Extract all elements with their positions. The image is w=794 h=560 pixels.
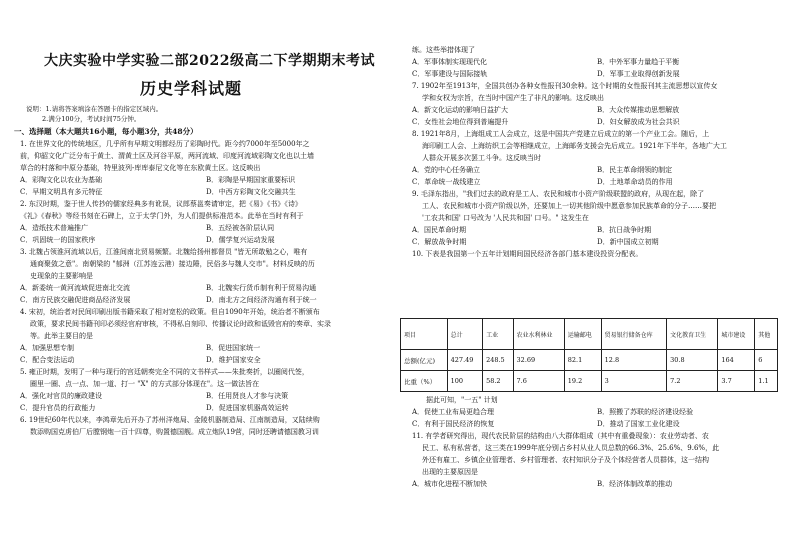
question-11 [412,430,782,490]
question-line: 练。这些举措体现了 [412,46,475,54]
question-7 [412,80,782,128]
table-header-row [401,319,778,350]
question-line: 出现的主要原因是 [422,468,478,476]
option-a: A．加强思想专制 [20,344,75,352]
table-cell: 12.8 [601,350,667,371]
notes-line2: 2.满分100分，考试时间75分钟。 [42,115,141,123]
table-cell: 6 [755,350,778,371]
question-line: 7. 1902年至1913年，全国共创办各种女性报刊30余种。这个时期的女性报刊其主流思想以宣传女 [412,82,718,90]
question-line: 5. 雍正时期，发明了一种与现行的宫廷朝奏完全不同的文书样式——朱批奏折，以圈阅代签， [20,368,309,376]
question-5 [20,366,392,414]
option-d: D．新中国成立初期 [597,238,659,246]
table-conclusion: 据此可知，"一五" 计划 [426,396,498,404]
option-d: D．土地革命动员的作用 [597,178,673,186]
option-b: B．北魏实行货币制有利于贸易沟通 [206,284,317,292]
option-a: A．造纸技术普遍推广 [20,224,89,232]
table-cell: 1.1 [755,371,778,392]
option-c: C．巩固统一的国家秩序 [20,236,96,244]
subject-title: 历史学科试题 [140,79,243,98]
option-a: A．促使工业布局更趋合理 [412,408,495,416]
question-line: 11. 有学者研究得出，现代农民阶层的结构由八大群体组成（其中有重叠现象）：农业劳动者、农 [412,432,709,440]
question-line: 1. 在世界文化的传统地区，几乎所有早期文明都经历了彩陶时代。距今约7000年至5000年之 [20,140,310,148]
right-column [412,44,782,260]
question-line: 圈里一圈、点一点、加一道、打一 "X" 的方式部分体现在"。这一做法旨在 [30,380,260,388]
question-line: 2. 东汉时期，鉴于世人传抄的儒家经典多有讹误，议郎蔡邕奏请审定，把《易》《书》《诗》 [20,200,302,208]
section-heading: 一、选择题（本大题共16小题，每小题3分，共48分） [14,127,198,136]
instructions [26,104,386,124]
table-cell: 7.2 [667,371,718,392]
notes-label: 说明： [26,105,46,113]
school-title: 大庆实验中学实验二部2022级高二下学期期末考试 [44,53,375,69]
option-b: B．五经被各阶层认同 [206,224,275,232]
table-cell: 3.7 [718,371,755,392]
question-1 [20,138,392,198]
question-10-answers [412,394,782,490]
question-line: 4. 宋初，统治者对民间印刷出版书籍采取了相对宽松的政策。但自1090年开始，统治者不断颁布 [20,308,320,316]
question-4 [20,306,392,366]
option-c: C．女性社会地位得到普遍提升 [412,118,509,126]
table-cell: 3 [601,371,667,392]
question-line: 6. 19世纪60年代以来，李鸿章先后开办了苏州洋炮局、金陵机器制造局、江南制造局，又陆续购 [20,416,320,424]
option-a: A．城市化进程不断加快 [412,480,488,488]
option-a: A．国民革命时期 [412,226,467,234]
table-row [401,350,778,371]
option-d: D．维护国家安全 [206,356,261,364]
table-cell: 58.2 [483,371,513,392]
notes-line1: 1.请将答案填涂在答题卡的指定区域内。 [45,105,163,113]
table-cell: 总额(亿元) [401,350,448,371]
question-line: 学和女权为宗旨，在当时中国产生了非凡的影响。这反映出 [422,94,604,102]
option-d: D．推动了国家工业化建设 [597,420,680,428]
question-9 [412,188,782,248]
option-b: B．照搬了苏联的经济建设经验 [597,408,694,416]
question-line: 前，仰韶文化广泛分布于黄土、渭黄土区及河谷平原，两河流域、印度河流域彩陶文化也以土墙 [20,152,314,160]
question-2 [20,198,392,246]
option-a: A．军事体制实现现代化 [412,58,488,66]
option-d: D．南北方之间经济沟通有利于统一 [206,296,317,304]
option-b: B．大众传媒推动思想解放 [597,106,680,114]
option-b: B．经济体制改革的推动 [597,480,673,488]
option-b: B．任用贤良人才参与决策 [206,392,289,400]
question-6 [20,414,392,438]
question-line: 9. 毛泽东指出，"我们过去的政府是工人、农民和城市小资产阶级联盟的政府，从现在起，除了 [412,190,705,198]
option-d: D．妇女解放成为社会共识 [597,118,680,126]
question-line: 人群众开展多次罢工斗争。这反映当时 [422,154,541,162]
question-line: 政策，要求民间书籍刊印必须经官府审核，不得私自刻印、传播议论时政和诋毁官府的奏章、实录 [30,320,331,328]
table-header-cell: 农业水利林业 [513,319,564,350]
table-header-cell: 贸易银行储备仓库 [601,319,667,350]
question-8 [412,128,782,188]
question-line: 数添购国克虏伯厂后膛钢炮一百十四尊，购置德国舰。成立炮队19营，同时还聘请德国教习训 [30,428,319,436]
table-cell: 30.8 [667,350,718,371]
option-a: A．新文化运动的影响日益扩大 [412,106,509,114]
table-cell: 164 [718,350,755,371]
left-column [20,138,392,438]
option-c: C．解放战争时期 [412,238,467,246]
question-line: 《礼》《春秋》等经书刻在石碑上，立于太学门外，为人们提供标准范本。此举在当时有利于 [20,212,304,220]
option-a: A．彩陶文化以农业为基础 [20,176,103,184]
table-cell: 248.5 [483,350,513,371]
question-line: 8. 1921年8月，上海组成工人会成立，这是中国共产党建立后成立的第一个产业工会。随后，上 [412,130,710,138]
investment-table [400,318,778,392]
option-c: C．革命统一战线建立 [412,178,481,186]
question-line: 3. 北魏占领淮河流域以后，江淮间南北贸易频繁。北魏给扬州都督员 "皆无所敢勉之心，唯有 [20,248,308,256]
table-header-cell: 项目 [401,319,448,350]
option-d: D．促进国家机器高效运转 [206,404,289,412]
option-c: C．提升官员的行政能力 [20,404,96,412]
question-line: 海印刷工人会、上海纺织工会等相继成立，上海邮务支援会先后成立。1921年下半年，各地广大工 [422,142,727,150]
option-b: B．中外军事力量趋于平衡 [597,58,680,66]
option-c: C．早期文明具有多元特征 [20,188,103,196]
option-c: C．配合变法运动 [20,356,75,364]
question-line: 10. 下表是我国第一个五年计划期间国民经济各部门基本建设投资分配表。 [412,250,643,258]
table-cell: 100 [447,371,482,392]
table-cell: 427.49 [447,350,482,371]
table-cell: 7.6 [513,371,564,392]
table-cell: 32.69 [513,350,564,371]
option-c: C．军事建设与国际接轨 [412,70,488,78]
question-line: 史现象的主要影响是 [30,272,93,280]
option-b: B．促进国家统一 [206,344,261,352]
question-10 [412,248,782,260]
table-header-cell: 文化教育卫生 [667,319,718,350]
table-row [401,371,778,392]
option-b: B．彩陶是早期国家重要标识 [206,176,296,184]
question-line: 民工、私有私营者，这三类在1999年底分别占乡村从业人员总数的66.3%、25.6%、9.6%，此 [422,444,720,452]
table-header-cell: 运输邮电 [564,319,601,350]
option-b: B．民主革命纲领的制定 [597,166,673,174]
question-line: 外还有雇工、乡镇企业管理者、乡村管理者、农村知识分子及个体经营者人员群体，这一结构 [422,456,709,464]
table-cell: 82.1 [564,350,601,371]
table-header-cell: 总计 [447,319,482,350]
question-3 [20,246,392,306]
option-c: C．南方民族交融促进商品经济发展 [20,296,131,304]
question-line: '工农共和国' 口号改为 '人民共和国' 口号。" 这发生在 [422,214,589,222]
option-d: D．军事工业取得创新发展 [597,70,680,78]
option-d: D．儒学复兴运动发展 [206,236,275,244]
table-header-cell: 城市建设 [718,319,755,350]
table-header-cell: 工业 [483,319,513,350]
question-line: 工人、农民和城市小资产阶级以外，还要加上一切其他阶级中愿意参加民族革命的分子……要把 [422,202,716,210]
question-line: 等。此举主要目的是 [30,332,93,340]
option-a: A．党的中心任务确立 [412,166,481,174]
question-6-continued [412,44,782,80]
question-line: 草合的村落和中原分基础，特里波列-库库泰尼文化等在东欧黄土区。这反映出 [20,164,261,172]
table-header-cell: 其他 [755,319,778,350]
question-line: 通商聚敛之意"。南朝梁的 "郁洲（江苏连云港）接边陲，民俗多与魏人交市"。材料反映的历 [30,260,315,268]
option-a: A．强化对官员的廉政建设 [20,392,103,400]
table-cell: 比重（%） [401,371,448,392]
option-b: B．抗日战争时期 [597,226,652,234]
option-c: C．有利于国民经济的恢复 [412,420,495,428]
option-d: D．中西方彩陶文化交融共生 [206,188,296,196]
option-a: A．新委统一黄河流域促进南北交流 [20,284,131,292]
table-cell: 19.2 [564,371,601,392]
